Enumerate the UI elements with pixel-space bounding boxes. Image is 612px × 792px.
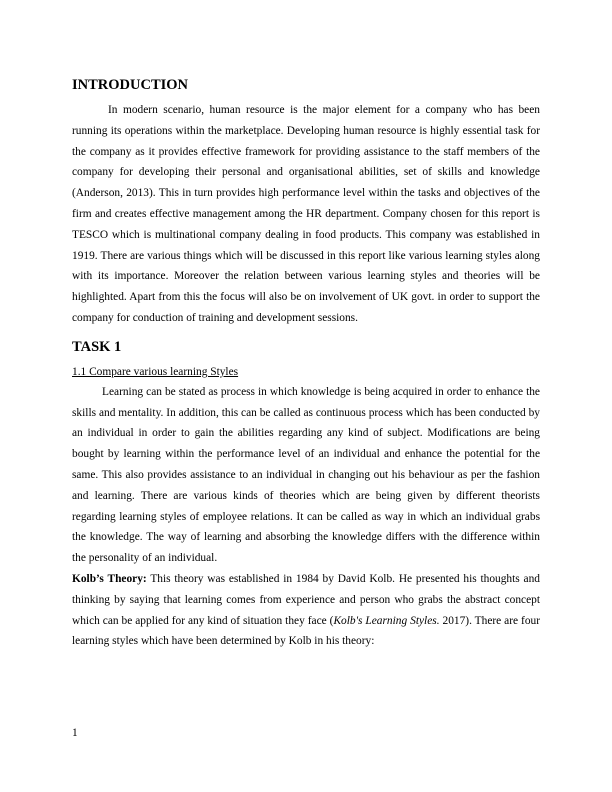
task-1-heading: TASK 1: [72, 338, 122, 355]
page-number: 1: [72, 727, 78, 739]
kolb-theory-paragraph: [72, 569, 540, 652]
page-content: [72, 76, 540, 652]
kolb-theory-text: This theory was established in 1984 by David Kolb. He presented his thoughts and thinking by saying that learning comes from experience and person who grabs the abstract concept which can be applied for any kind of situation they face (: [72, 572, 540, 627]
introduction-paragraph: In modern scenario, human resource is the major element for a company who has been running its operations within the marketplace. Developing human resource is highly essential task for the company as it provides effective framework for providing assistance to the staff members of the company for developing their personal and organisational abilities, set of skills and knowledge (Anderson, 2013). This in turn provides high performance level within the tasks and objectives of the firm and creates effective management among the HR department. Company chosen for this report is TESCO which is multinational company dealing in food products. This company was established in 1919. There are various things which will be discussed in this report like various learning styles along with its importance. Moreover the relation between various learning styles and theories will be highlighted. Apart from this the focus will also be on involvement of UK govt. in order to support the company for conduction of training and development sessions.: [72, 104, 540, 324]
learning-paragraph: Learning can be stated as process in which knowledge is being acquired in order to enhance the skills and mentality. In addition, this can be called as continuous process which has been conducted by an individual in order to gain the abilities regarding any kind of subject. Modifications are being bought by learning within the performance level of an individual and enhance the potential for the same. This also provides assistance to an individual in changing out his behaviour as per the fashion and learning. There are various kinds of theories which are being given by different theorists regarding learning styles of employee relations. It can be called as way in which an individual grabs the knowledge. The way of learning and absorbing the knowledge differs with the difference within the personality of an individual.: [72, 385, 540, 565]
kolb-citation: Kolb's Learning Styles.: [333, 614, 440, 627]
kolb-theory-text-end: 2017). There are four learning styles which have been determined by Kolb in his theory:: [72, 614, 541, 648]
section-1-1-subheading: 1.1 Compare various learning Styles: [72, 365, 239, 378]
kolb-theory-label: Kolb’s Theory:: [72, 572, 147, 585]
introduction-heading: INTRODUCTION: [72, 77, 189, 93]
